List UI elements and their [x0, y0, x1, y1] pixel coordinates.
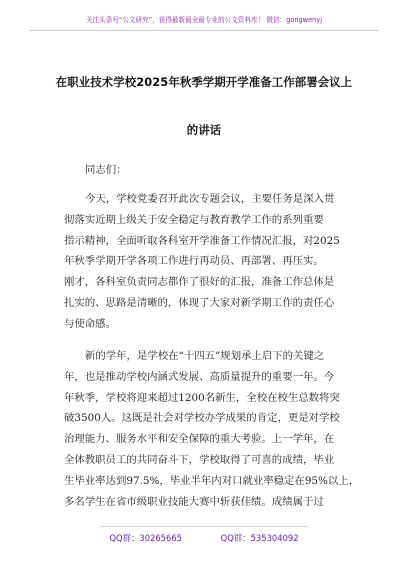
paragraph-line: 扎实的、思路是清晰的，体现了大家对新学期工作的责任心: [64, 296, 335, 309]
paragraph-line: 彻落实近期上级关于安全稳定与教育教学工作的系列重要: [64, 213, 324, 226]
paragraph-line: 今天，学校党委召开此次专题会议，主要任务是深入贯: [85, 193, 335, 205]
paragraph-line: 新的学年，是学校在“十四五”规划承上启下的关键之: [85, 350, 325, 362]
paragraph-1: [64, 189, 360, 335]
paragraph-line: 生毕业率达到97.5%，毕业半年内对口就业率稳定在95%以上，: [64, 474, 360, 487]
footer-qq-group-1: QQ群：30265665: [109, 533, 182, 543]
footer: [0, 532, 408, 544]
salutation-text: 同志们：: [85, 164, 127, 176]
document-title-line-2: 的讲话: [186, 123, 222, 137]
paragraph-line: 刚才，各科室负责同志都作了很好的汇报，准备工作总体是: [64, 276, 335, 289]
paragraph-line: 年秋季学期开学各项工作进行再动员、再部署、再压实。: [64, 255, 324, 268]
header-banner: 关注头条号“公文研究”，获得最新最全最专业的公文资料库！ 微信：gongwenyj: [30, 14, 378, 31]
paragraph-line: 与使命感。: [64, 317, 116, 330]
paragraph-2: [64, 346, 360, 512]
footer-qq-group-2: QQ群：535304092: [220, 533, 299, 543]
paragraph-line: 年，也是推动学校内涵式发展、高质量提升的重要一年。今: [64, 370, 335, 383]
document-title-line-1: 在职业技术学校2025年秋季学期开学准备工作部署会议上: [55, 75, 353, 89]
paragraph-line: 多名学生在省市级职业技能大赛中斩获佳绩。成绩属于过: [64, 495, 324, 508]
footer-divider: [100, 526, 308, 527]
paragraph-line: 年秋季，学校将迎来超过1200名新生，全校在校生总数将突: [64, 391, 340, 404]
paragraph-line: 破3500人。这既是社会对学校办学成果的肯定，更是对学校: [64, 412, 340, 425]
paragraph-line: 指示精神，全面听取各科室开学准备工作情况汇报，对2025: [64, 234, 340, 247]
paragraph-line: 全体教职员工的共同奋斗下，学校取得了可喜的成绩，毕业: [64, 453, 335, 466]
salutation: [64, 160, 360, 181]
paragraph-line: 治理能力、服务水平和安全保障的重大考验。上一学年，在: [64, 433, 335, 446]
